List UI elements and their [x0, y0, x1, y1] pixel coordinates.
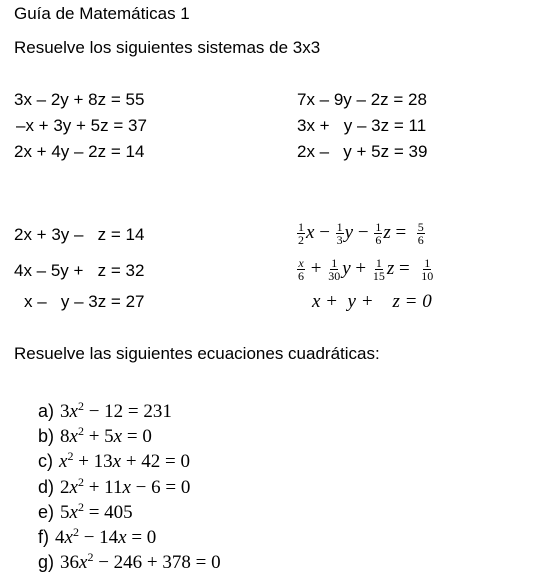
- fraction-numerator: 5: [417, 220, 424, 235]
- item-label: g): [38, 552, 55, 572]
- equation: $36x^2 - 246 + 378 = 0$: [60, 550, 221, 573]
- fraction: [297, 257, 305, 282]
- item-label: e): [38, 502, 55, 522]
- fraction-denominator: 30: [328, 269, 341, 284]
- item-label: b): [38, 426, 55, 446]
- section1-heading: Resuelve los siguientes sistemas de 3x3: [14, 38, 321, 57]
- fraction-denominator: 2: [298, 233, 304, 248]
- fraction-numerator: 1: [375, 256, 382, 271]
- fraction: [420, 257, 434, 282]
- system-1-eq1: 3x – 2y + 8z = 55: [14, 90, 145, 109]
- item-label: a): [38, 401, 55, 421]
- system-2-eq3: 2x – y + 5z = 39: [297, 142, 428, 161]
- fraction-numerator: 1: [336, 220, 343, 235]
- fraction: [372, 257, 386, 282]
- fraction-denominator: 6: [417, 233, 424, 248]
- fraction-numerator: 1: [375, 220, 382, 235]
- system-2-eq2: 3x + y – 3z = 11: [297, 116, 427, 135]
- equation: $x^2 + 13x + 42 = 0$: [59, 449, 191, 472]
- system-2-eq1: 7x – 9y – 2z = 28: [297, 90, 427, 109]
- fraction: [336, 221, 344, 246]
- fraction: [417, 221, 425, 246]
- list-item: [38, 545, 221, 575]
- fraction-denominator: 6: [375, 233, 382, 248]
- item-label: c): [38, 451, 53, 471]
- fraction-numerator: 1: [424, 256, 431, 271]
- fraction-denominator: 3: [336, 233, 343, 248]
- system-4-eq2: $\frac{x}{6}$ + $\frac{1}{30}$ y + $\frac{1}{15}$ z = $\frac{1}{10}$: [298, 256, 434, 284]
- item-label: d): [38, 477, 55, 497]
- fraction: [374, 221, 382, 246]
- fraction: [297, 221, 305, 246]
- system-1-eq2: –x + 3y + 5z = 37: [16, 116, 147, 135]
- system-3-eq1: 2x + 3y – z = 14: [14, 225, 145, 244]
- section2-heading: Resuelve las siguientes ecuaciones cuadráticas:: [14, 344, 380, 363]
- fraction: [327, 257, 341, 282]
- equation: $8x^2 + 5x = 0$: [60, 424, 152, 447]
- item-label: f): [38, 527, 49, 547]
- equation: $4x^2 - 14x = 0$: [55, 525, 157, 548]
- system-1-eq3: 2x + 4y – 2z = 14: [14, 142, 145, 161]
- fraction-numerator: x: [298, 256, 304, 271]
- fraction-numerator: 1: [298, 220, 304, 235]
- fraction-denominator: 15: [372, 269, 385, 284]
- system-3-eq3: x – y – 3z = 27: [24, 292, 145, 311]
- equation: $2x^2 + 11x - 6 = 0$: [60, 475, 191, 498]
- fraction-denominator: 10: [421, 269, 434, 284]
- document-title: Guía de Matemáticas 1: [14, 4, 190, 23]
- equation: $3x^2 - 12 = 231$: [60, 399, 172, 422]
- fraction-numerator: 1: [331, 256, 338, 271]
- system-3-eq2: 4x – 5y + z = 32: [14, 261, 145, 280]
- equation: $5x^2 = 405$: [60, 500, 133, 523]
- system-4-eq3: x + y + z = 0: [312, 291, 432, 312]
- fraction-denominator: 6: [298, 269, 304, 284]
- system-4-eq1: $\frac{1}{2}$ x − $\frac{1}{3}$ y − $\frac{1}{6}$ z = $\frac{5}{6}$: [298, 220, 424, 248]
